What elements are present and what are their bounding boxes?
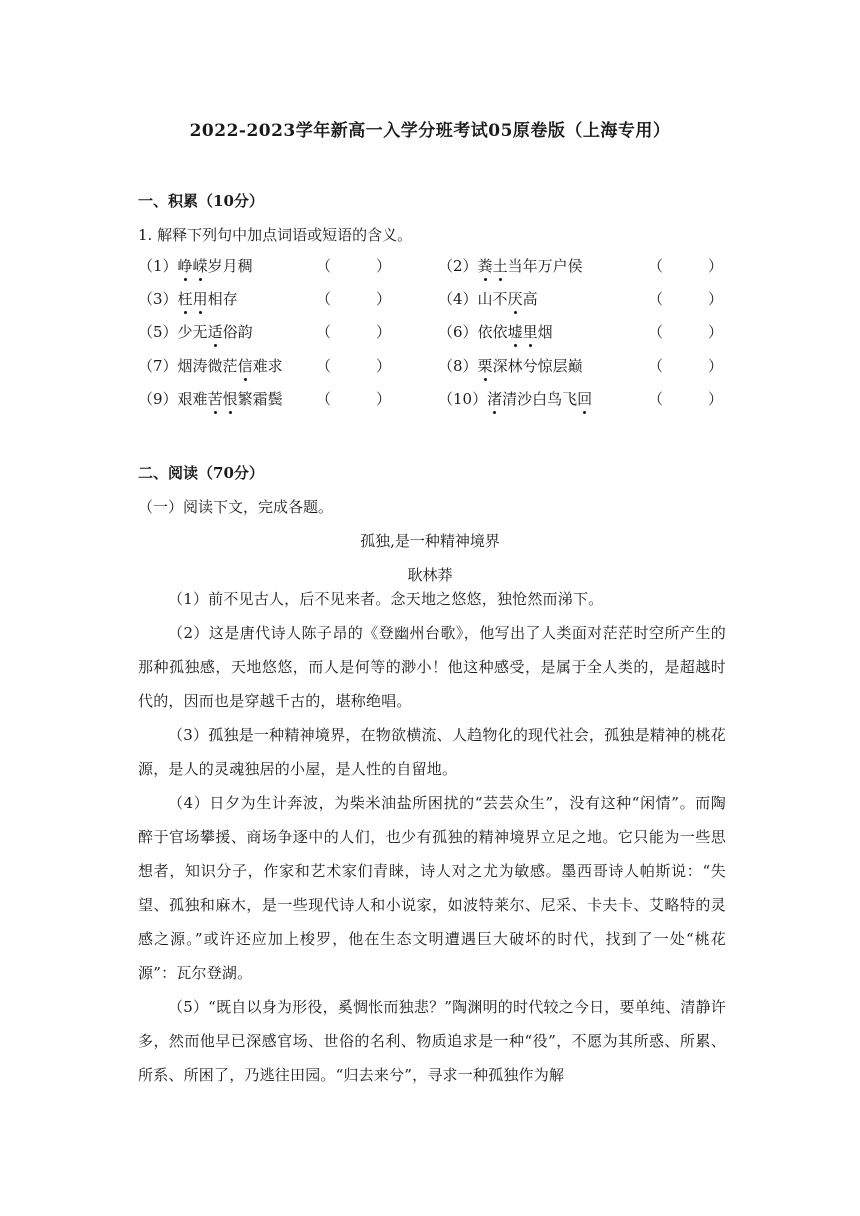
vocab-text: 山不 <box>477 290 508 308</box>
vocab-item <box>438 388 592 409</box>
vocab-text: 岁月稠 <box>207 257 253 275</box>
section1-heading: 一、积累（10分） <box>138 192 264 210</box>
page-title: 2022-2023学年新高一入学分班考试05原卷版（上海专用） <box>189 121 671 141</box>
section2-heading: 二、阅读（70分） <box>138 464 264 482</box>
answer-blank[interactable]: （ ） <box>648 323 724 341</box>
vocab-text: （9） <box>138 390 178 408</box>
answer-blank[interactable]: （ ） <box>316 323 392 341</box>
reading-instruction: （一）阅读下文，完成各题。 <box>138 498 334 516</box>
article-paragraph: （4）日夕为生计奔波，为柴米油盐所困扰的“芸芸众生”，没有这种“闲情”。而陶醉于官场攀援、商场争逐中的人们，也少有孤独的精神境界立足之地。它只能为一些思想者，知识分子，作家和艺术家们青睐，诗人对之尤为敏感。墨西哥诗人帕斯说：“失望、孤独和麻木，是一些现代诗人和小说家，如波特莱尔、尼采、卡夫卡、艾略特的灵感之源。”或许还应加上梭罗，他在生态文明遭遇巨大破坏的时代，找到了一处“桃花源”：瓦尔登湖。 <box>138 794 726 982</box>
answer-blank[interactable]: （ ） <box>648 357 724 375</box>
dotted-word: 适 <box>207 323 223 341</box>
vocab-text: （3） <box>138 290 178 308</box>
vocab-text: （10） <box>438 390 488 408</box>
vocab-text: 繁霜鬓 <box>237 390 283 408</box>
article-paragraph: （3）孤独是一种精神境界，在物欲横流、人趋物化的现代社会，孤独是精神的桃花源，是人的灵魂独居的小屋，是人性的自留地。 <box>138 726 726 778</box>
article-paragraph: （2）这是唐代诗人陈子昂的《登幽州台歌》，他写出了人类面对茫茫时空所产生的那种孤独感，天地悠悠，而人是何等的渺小！他这种感受，是属于全人类的，是超越时代的，因而也是穿越千古的，堪称绝唱。 <box>138 624 726 710</box>
vocab-item <box>438 288 538 309</box>
answer-blank[interactable]: （ ） <box>316 257 392 275</box>
article-title: 孤独,是一种精神境界 <box>360 532 500 550</box>
dotted-word: 厌 <box>507 290 523 308</box>
vocab-text: （4） <box>438 290 478 308</box>
dotted-word: 墟里 <box>507 323 538 341</box>
article-author: 耿林莽 <box>407 566 453 584</box>
vocab-item <box>438 321 553 342</box>
vocab-text: 烟 <box>537 323 553 341</box>
article-paragraph: （1）前不见古人，后不见来者。念天地之悠悠，独怆然而涕下。 <box>168 590 604 608</box>
vocab-text: （1） <box>138 257 178 275</box>
dotted-word: 渚 <box>487 390 503 408</box>
dotted-word: 枉用 <box>177 290 208 308</box>
dotted-word: 栗 <box>477 357 493 375</box>
answer-blank[interactable]: （ ） <box>316 290 392 308</box>
vocab-text: 相存 <box>207 290 238 308</box>
dotted-word: 信 <box>237 357 253 375</box>
answer-blank[interactable]: （ ） <box>648 257 724 275</box>
question1-instruction: 1. 解释下列句中加点词语或短语的含义。 <box>138 226 413 244</box>
dotted-word: 峥嵘 <box>177 257 208 275</box>
answer-blank[interactable]: （ ） <box>648 390 724 408</box>
vocab-text: 清沙白鸟飞 <box>502 390 578 408</box>
vocab-text: 烟涛微茫 <box>177 357 238 375</box>
vocab-text: （6） <box>438 323 478 341</box>
dotted-word: 回 <box>577 390 593 408</box>
dotted-word: 粪土 <box>477 257 508 275</box>
vocab-text: 当年万户侯 <box>507 257 583 275</box>
vocab-text: 高 <box>522 290 538 308</box>
article-paragraph: （5）“既自以身为形役，奚惆怅而独悲？”陶渊明的时代较之今日，要单纯、清静许多，然而他早已深感官场、世俗的名利、物质追求是一种“役”，不愿为其所惑、所累、所系、所困了，乃逃往田园。“归去来兮”，寻求一种孤独作为解 <box>138 998 726 1084</box>
vocab-text: 难求 <box>252 357 283 375</box>
vocab-item <box>138 288 238 309</box>
vocab-text: （7） <box>138 357 178 375</box>
answer-blank[interactable]: （ ） <box>316 390 392 408</box>
vocab-item <box>438 355 583 376</box>
vocab-text: 艰难 <box>177 390 208 408</box>
vocab-item <box>138 355 283 376</box>
vocab-item <box>438 255 583 276</box>
vocab-item <box>138 388 283 409</box>
vocab-text: 深林兮惊层巅 <box>492 357 583 375</box>
answer-blank[interactable]: （ ） <box>648 290 724 308</box>
vocab-text: （8） <box>438 357 478 375</box>
vocab-text: 依依 <box>477 323 508 341</box>
dotted-word: 苦恨 <box>207 390 238 408</box>
vocab-text: 俗韵 <box>222 323 253 341</box>
vocab-text: （5） <box>138 323 178 341</box>
answer-blank[interactable]: （ ） <box>316 357 392 375</box>
vocab-item <box>138 255 253 276</box>
vocab-text: （2） <box>438 257 478 275</box>
vocab-text: 少无 <box>177 323 208 341</box>
vocab-item <box>138 321 253 342</box>
